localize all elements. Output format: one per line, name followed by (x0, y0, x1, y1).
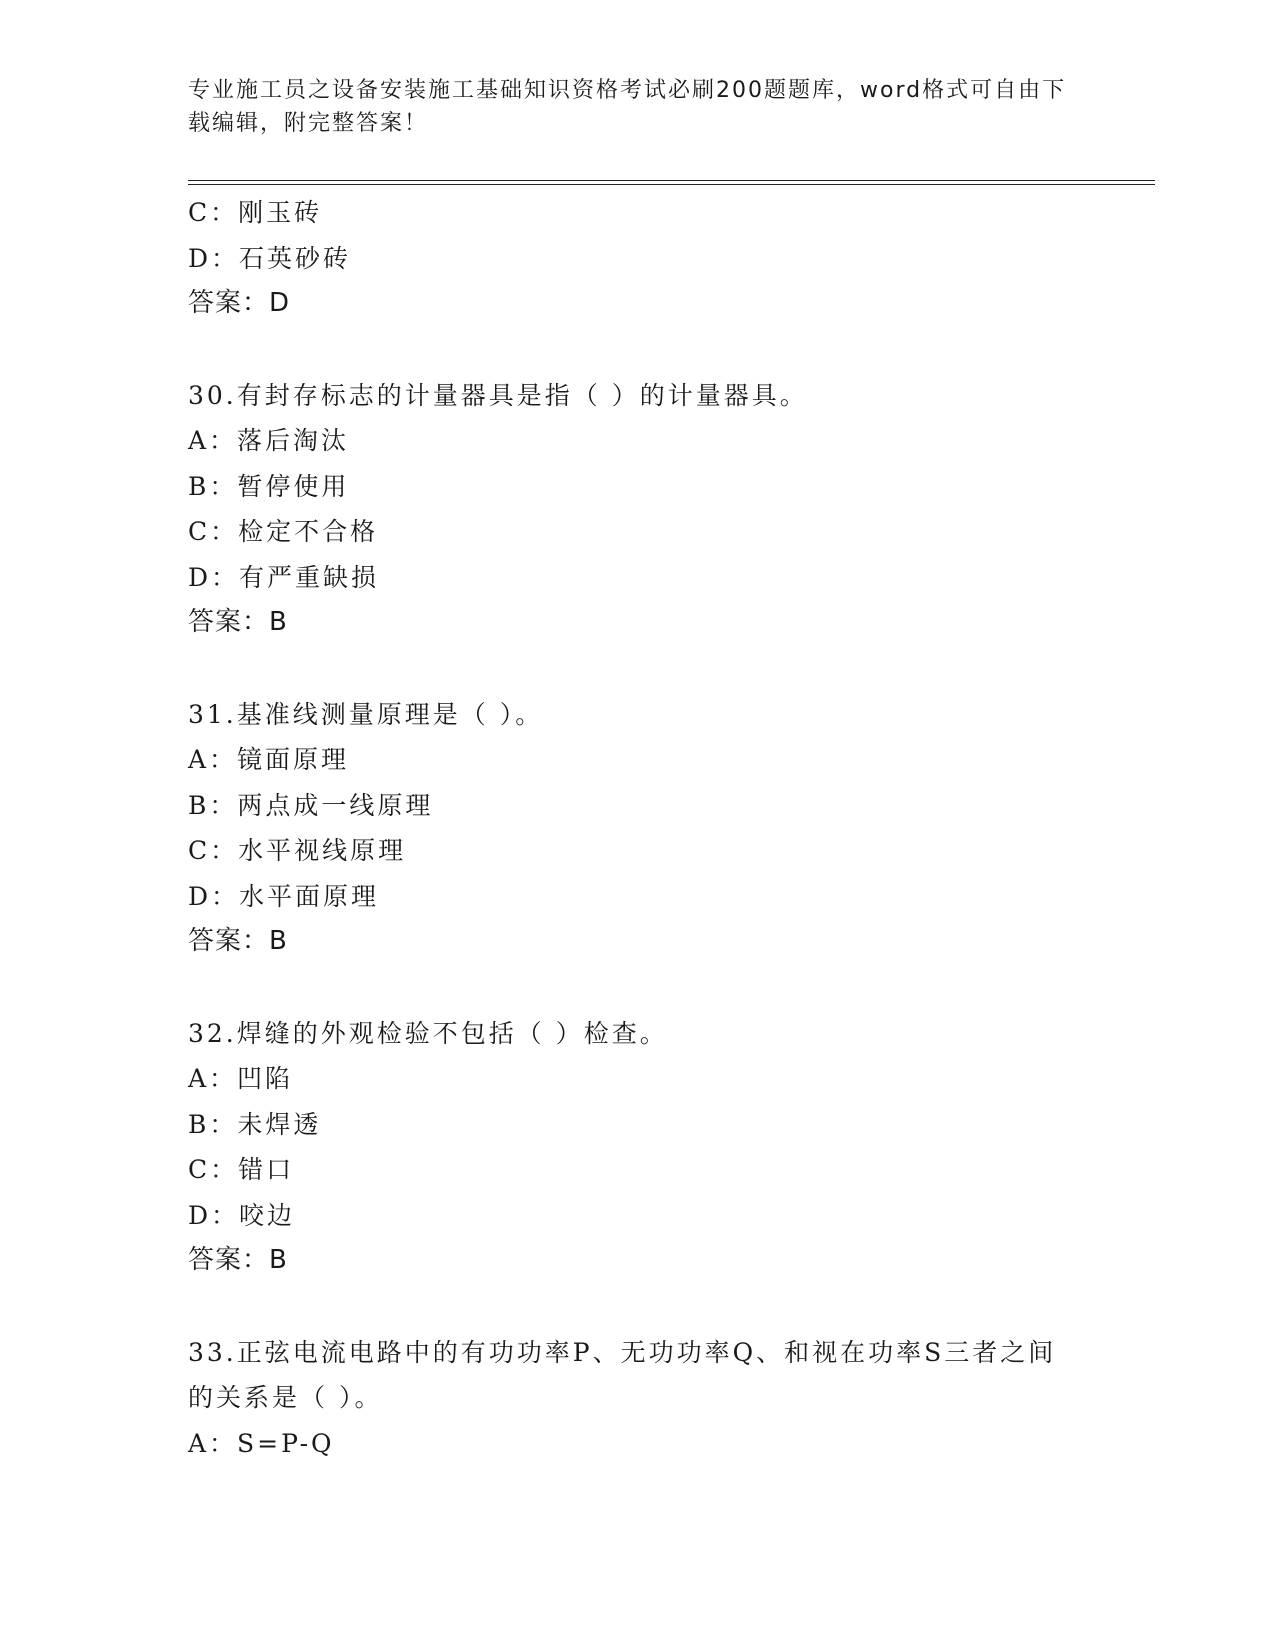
question-text: 30.有封存标志的计量器具是指（ ）的计量器具。 (188, 380, 808, 410)
option-a: A：S=P-Q (188, 1428, 335, 1458)
question-list (188, 190, 1148, 1466)
question-text: 32.焊缝的外观检验不包括（ ）检查。 (188, 1018, 668, 1048)
option-a: A：落后淘汰 (188, 426, 350, 455)
option-b: B：暂停使用 (188, 471, 350, 501)
spacer (188, 646, 1148, 692)
header-title: 专业施工员之设备安装施工基础知识资格考试必刷200题题库，word格式可自由下载编辑，附完整答案！ (188, 78, 1067, 136)
spacer (188, 965, 1148, 1011)
question-text: 31.基准线测量原理是（ ）。 (188, 699, 544, 729)
answer-line: 答案：D (188, 288, 291, 318)
question-block-30 (188, 373, 1148, 646)
question-block-32 (188, 1011, 1148, 1284)
question-block-31 (188, 692, 1148, 965)
question-block-prev (188, 190, 1148, 327)
option-c: C：刚玉砖 (188, 198, 323, 227)
option-a: A：凹陷 (188, 1064, 294, 1093)
option-b: B：未焊透 (188, 1109, 322, 1139)
page-header (188, 74, 1088, 140)
option-c: C：错口 (188, 1155, 295, 1184)
header-divider (188, 180, 1155, 185)
option-d: D：有严重缺损 (188, 562, 380, 592)
option-d: D：石英砂砖 (188, 243, 352, 273)
option-c: C：检定不合格 (188, 517, 379, 546)
question-block-33 (188, 1330, 1148, 1467)
spacer (188, 327, 1148, 373)
option-d: D：水平面原理 (188, 881, 380, 911)
spacer (188, 1284, 1148, 1330)
answer-line: 答案：B (188, 607, 288, 637)
option-d: D：咬边 (188, 1200, 296, 1230)
option-a: A：镜面原理 (188, 745, 350, 774)
answer-line: 答案：B (188, 926, 288, 956)
option-c: C：水平视线原理 (188, 836, 407, 865)
answer-line: 答案：B (188, 1245, 288, 1275)
option-b: B：两点成一线原理 (188, 790, 434, 820)
question-text: 33.正弦电流电路中的有功功率P、无功功率Q、和视在功率S三者之间的关系是（ ）。 (188, 1337, 1057, 1412)
